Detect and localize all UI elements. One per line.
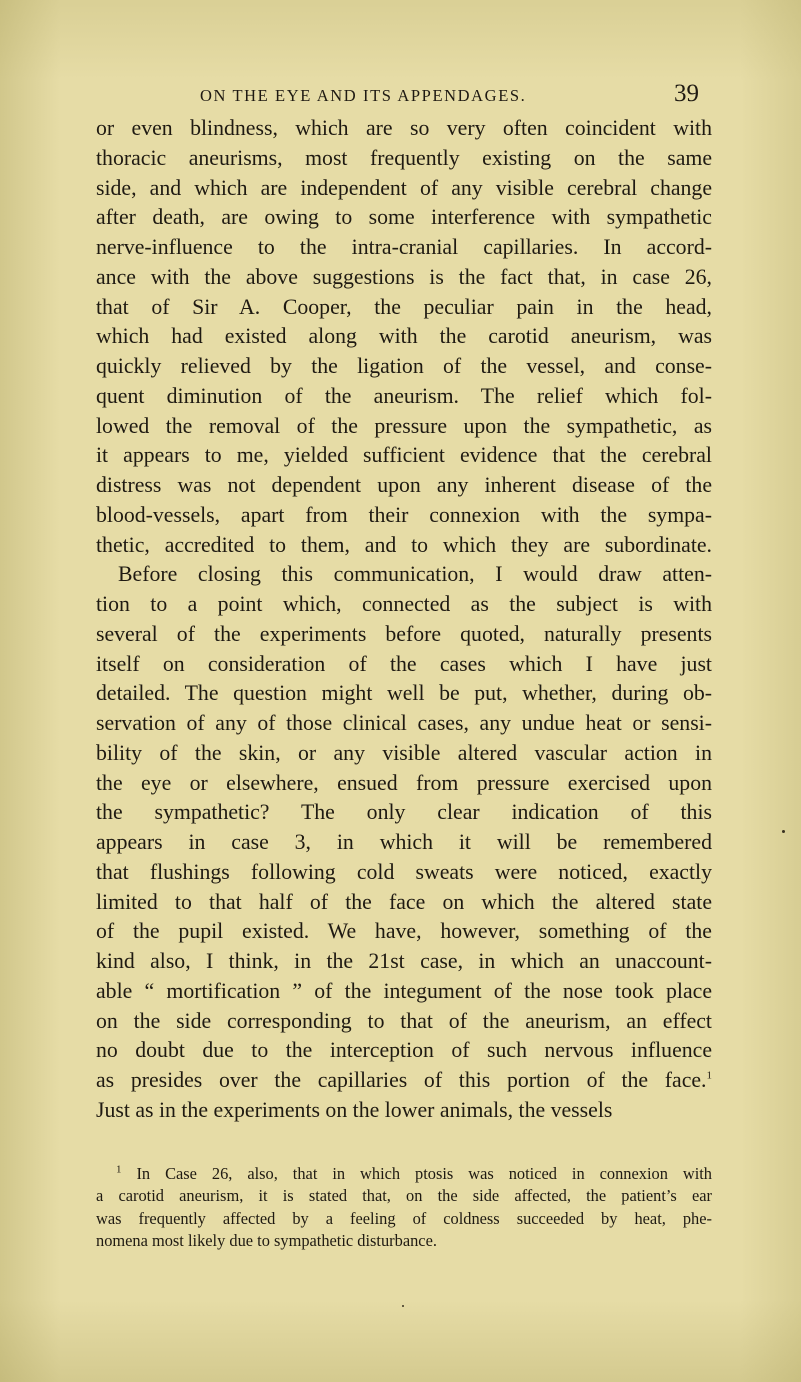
text-line: the eye or elsewhere, ensued from pressure exercised upon — [96, 770, 712, 795]
text-line: as presides over the capillaries of this portion of the face. — [96, 1068, 707, 1092]
text-line: itself on consideration of the cases which I have just — [96, 651, 712, 676]
text-line-with-footnote-ref — [96, 1066, 712, 1096]
text-line: lowed the removal of the pressure upon the sympathetic, as — [96, 413, 712, 438]
text-line: kind also, I think, in the 21st case, in which an unaccount- — [96, 949, 712, 973]
text-line: Just as in the experiments on the lower animals, the vessels — [96, 1097, 613, 1122]
page-header — [120, 80, 720, 110]
footnote-line: a carotid aneurism, it is stated that, on the side affected, the patient’s ear — [96, 1186, 712, 1206]
text-line: which had existed along with the carotid aneurism, was — [96, 324, 712, 349]
footnotes — [96, 1163, 712, 1253]
text-line: ance with the above suggestions is the fact that, in case 26, — [96, 264, 712, 289]
footnote-text: In Case 26, also, that in which ptosis was noticed in connexion with — [136, 1164, 712, 1183]
text-line: detailed. The question might well be put, whether, during ob- — [96, 681, 712, 706]
footnote-line — [96, 1163, 712, 1185]
footnote-marker: 1 — [116, 1163, 122, 1176]
footnote-line: was frequently affected by a feeling of coldness succeeded by heat, phe- — [96, 1208, 712, 1228]
page-speck — [402, 1305, 404, 1307]
text-line: or even blindness, which are so very often coincident with — [96, 116, 712, 140]
footnote-line: nomena most likely due to sympathetic disturbance. — [96, 1231, 437, 1251]
text-line: the sympathetic? The only clear indication of this — [96, 800, 712, 825]
text-line: bility of the skin, or any visible altered vascular action in — [96, 740, 712, 765]
text-line: no doubt due to the interception of such nervous influence — [96, 1038, 712, 1063]
text-line: quent diminution of the aneurism. The relief which fol- — [96, 383, 712, 408]
text-line: side, and which are independent of any visible cerebral change — [96, 175, 712, 200]
text-line: it appears to me, yielded sufficient evidence that the cerebral — [96, 443, 712, 468]
body-text — [96, 114, 712, 1126]
text-line: thetic, accredited to them, and to which they are subordinate. — [96, 532, 712, 557]
page-speck — [782, 830, 785, 833]
text-line: servation of any of those clinical cases, any undue heat or sensi- — [96, 711, 712, 735]
text-line: blood-vessels, apart from their connexion with the sympa- — [96, 502, 712, 527]
text-line: that flushings following cold sweats were noticed, exactly — [96, 859, 712, 884]
text-line: quickly relieved by the ligation of the vessel, and conse- — [96, 354, 712, 378]
text-line: nerve-influence to the intra-cranial capillaries. In accord- — [96, 235, 712, 259]
text-line: on the side corresponding to that of the aneurism, an effect — [96, 1008, 712, 1033]
text-line: able “ mortification ” of the integument of the nose took place — [96, 978, 712, 1003]
text-line: Before closing this communication, I would draw atten- — [118, 562, 712, 587]
text-line: distress was not dependent upon any inherent disease of the — [96, 473, 712, 497]
text-line: of the pupil existed. We have, however, something of the — [96, 919, 712, 944]
text-line: several of the experiments before quoted, naturally presents — [96, 621, 712, 646]
page-number: 39 — [674, 80, 699, 107]
text-line: limited to that half of the face on which the altered state — [96, 889, 712, 914]
text-line: tion to a point which, connected as the subject is with — [96, 592, 712, 616]
footnote-reference: 1 — [706, 1069, 712, 1082]
text-line: thoracic aneurisms, most frequently existing on the same — [96, 145, 712, 170]
text-line: that of Sir A. Cooper, the peculiar pain in the head, — [96, 294, 712, 319]
text-line: appears in case 3, in which it will be remembered — [96, 830, 712, 854]
text-line: after death, are owing to some interference with sympathetic — [96, 205, 712, 230]
running-head: ON THE EYE AND ITS APPENDAGES. — [200, 86, 527, 105]
